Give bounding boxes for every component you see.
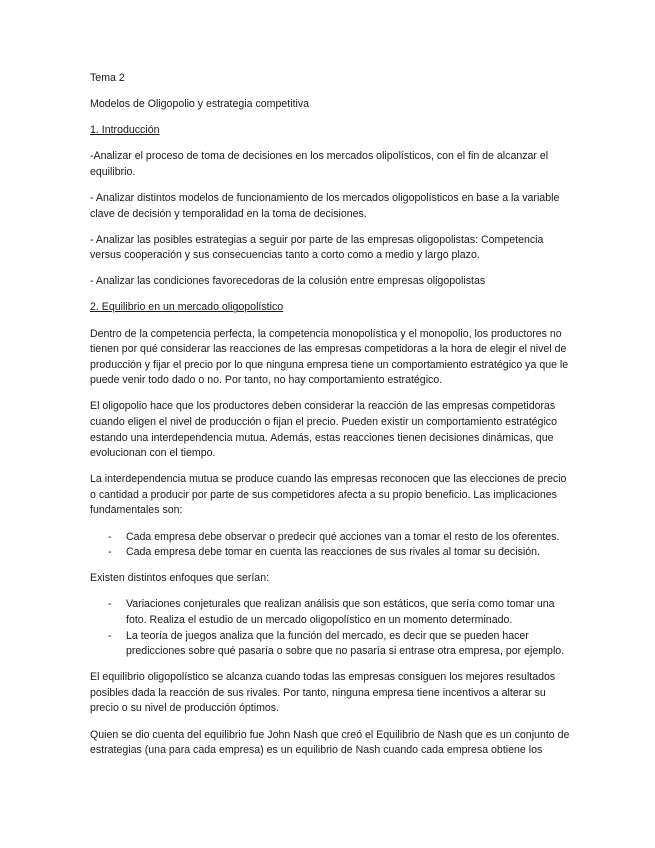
list-bullet: - xyxy=(108,629,112,642)
list-item-text: La teoría de juegos analiza que la función del mercado, es decir que se pueden hacer predicciones sobre qué pasaría o sobre que no pasaría si entrase otra empresa, por ejemplo. xyxy=(126,629,565,658)
list-item xyxy=(90,629,570,660)
approaches-list xyxy=(90,597,570,659)
paragraph: Quien se dio cuenta del equilibrio fue John Nash que creó el Equilibrio de Nash que es un conjunto de estrategias (una para cada empresa) es un equilibrio de Nash cuando cada empresa obtiene los xyxy=(90,728,570,757)
section-heading-introduccion: 1. Introducción xyxy=(90,124,160,137)
document-title: Modelos de Oligopolio y estrategia competitiva xyxy=(90,98,310,111)
paragraph: El oligopolio hace que los productores deben considerar la reacción de las empresas competidoras cuando eligen el nivel de producción o fijan el precio. Pueden existir un comportamiento estratégico estando una interdependencia mutua. Además, estas reacciones tienen decisiones dinámicas, que evolucionan con el tiempo. xyxy=(90,400,557,460)
implications-list xyxy=(90,530,570,561)
list-bullet: - xyxy=(108,598,112,611)
list-item xyxy=(90,597,570,628)
paragraph: Dentro de la competencia perfecta, la competencia monopolística y el monopolio, los productores no tienen por qué considerar las reacciones de las empresas competidoras a la hora de elegir el nivel de producción y fijar el precio por lo que ninguna empresa tiene un comportamiento estratégico ya que le puede venir todo dado o no. Por tanto, no hay comportamiento estratégico. xyxy=(90,327,569,387)
topic-label: Tema 2 xyxy=(90,72,125,84)
paragraph: El equilibrio oligopolístico se alcanza cuando todas las empresas consiguen los mejores resultados posibles dada la reacción de sus rivales. Por tanto, ninguna empresa tiene incentivos a alterar su precio o su nivel de producción óptimos. xyxy=(90,671,556,715)
list-item xyxy=(90,530,570,546)
paragraph: Existen distintos enfoques que serían: xyxy=(90,572,270,585)
objective-item: - Analizar distintos modelos de funcionamiento de los mercados oligopolísticos en base a la variable clave de decisión y temporalidad en la toma de decisiones. xyxy=(90,191,560,220)
list-item-text: Cada empresa debe tomar en cuenta las reacciones de sus rivales al tomar su decisión. xyxy=(126,546,540,559)
list-item xyxy=(90,545,570,561)
objective-item: - Analizar las posibles estrategias a seguir por parte de las empresas oligopolistas: Competencia versus cooperación y sus consecuencias tanto a corto como a medio y largo plazo. xyxy=(90,233,544,262)
list-bullet: - xyxy=(108,530,112,543)
section-heading-equilibrio: 2. Equilibrio en un mercado oligopolístico xyxy=(90,301,284,314)
document-page xyxy=(90,71,570,769)
paragraph: La interdependencia mutua se produce cuando las empresas reconocen que las elecciones de precio o cantidad a producir por parte de sus competidores afecta a su propio beneficio. Las implicaciones fundamentales son: xyxy=(90,473,567,517)
objective-item: - Analizar las condiciones favorecedoras de la colusión entre empresas oligopolistas xyxy=(90,275,486,288)
list-item-text: Cada empresa debe observar o predecir qué acciones van a tomar el resto de los oferentes. xyxy=(126,530,560,543)
objective-item: -Analizar el proceso de toma de decisiones en los mercados olipolísticos, con el fin de alcanzar el equilibrio. xyxy=(90,150,549,178)
list-bullet: - xyxy=(108,546,112,559)
list-item-text: Variaciones conjeturales que realizan análisis que son estáticos, que sería como tomar una foto. Realiza el estudio de un mercado oligopolístico en un momento determinado. xyxy=(126,598,555,626)
